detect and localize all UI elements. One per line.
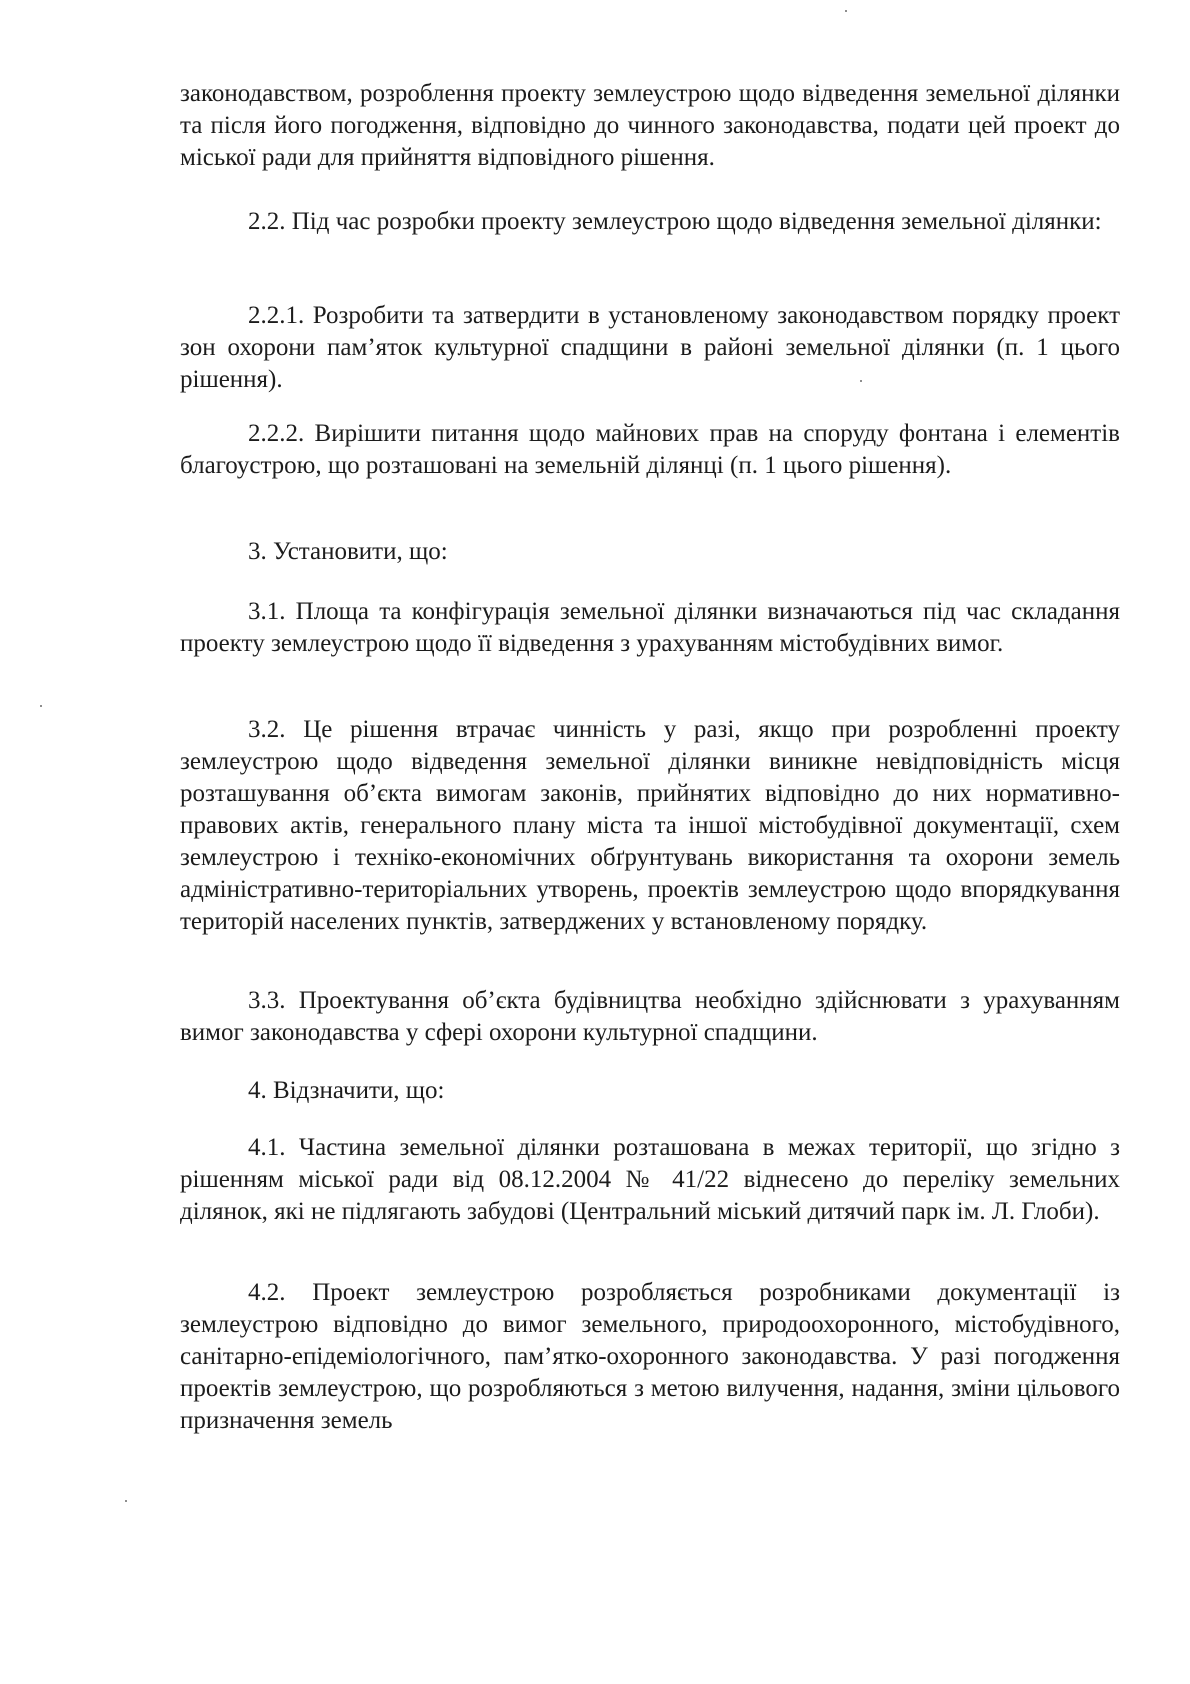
paragraph-3-1: 3.1. Площа та конфігурація земельної ділянки визначаються під час складання проекту землеустрою щодо її відведення з урахуванням містобудівних вимог. [180,598,1120,657]
paragraph-3: 3. Установити, що: [248,538,448,565]
paragraph-3-3: 3.3. Проектування об’єкта будівництва необхідно здійснювати з урахуванням вимог законодавства у сфері охорони культурної спадщини. [180,987,1120,1046]
scan-speck [845,10,847,12]
scan-speck [860,380,862,382]
paragraph-4: 4. Відзначити, що: [248,1077,445,1104]
paragraph-4-1: 4.1. Частина земельної ділянки розташована в межах території, що згідно з рішенням міської ради від 08.12.2004 № 41/22 віднесено до переліку земельних ділянок, які не підлягають забудові (Центральний міський дитячий парк ім. Л. Глоби). [180,1134,1120,1225]
scan-speck [125,1500,127,1502]
paragraph-2-2-2: 2.2.2. Вирішити питання щодо майнових прав на споруду фонтана і елементів благоустрою, що розташовані на земельній ділянці (п. 1 цього рішення). [180,420,1120,479]
scan-speck [40,705,42,707]
paragraph-2-2: 2.2. Під час розробки проекту землеустрою щодо відведення земельної ділянки: [248,208,1102,235]
paragraph-3-2: 3.2. Це рішення втрачає чинність у разі, якщо при розробленні проекту землеустрою щодо відведення земельної ділянки виникне невідповідність місця розташування об’єкта вимогам законів, прийнятих відповідно до них нормативно-правових актів, генерального плану міста та іншої містобудівної документації, схем землеустрою і техніко-економічних обґрунтувань використання та охорони земель адміністративно-територіальних утворень, проектів землеустрою щодо впорядкування територій населених пунктів, затверджених у встановленому порядку. [180,716,1120,935]
paragraph-continuation: законодавством, розроблення проекту землеустрою щодо відведення земельної ділянки та після його погодження, відповідно до чинного законодавства, подати цей проект до міської ради для прийняття відповідного рішення. [180,80,1120,171]
paragraph-4-2: 4.2. Проект землеустрою розробляється розробниками документації із землеустрою відповідно до вимог земельного, природоохоронного, містобудівного, санітарно-епідеміологічного, пам’ятко-охоронного законодавства. У разі погодження проектів землеустрою, що розробляються з метою вилучення, надання, зміни цільового призначення земель [180,1279,1120,1434]
paragraph-2-2-1: 2.2.1. Розробити та затвердити в установленому законодавством порядку проект зон охорони пам’яток культурної спадщини в районі земельної ділянки (п. 1 цього рішення). [180,302,1120,393]
